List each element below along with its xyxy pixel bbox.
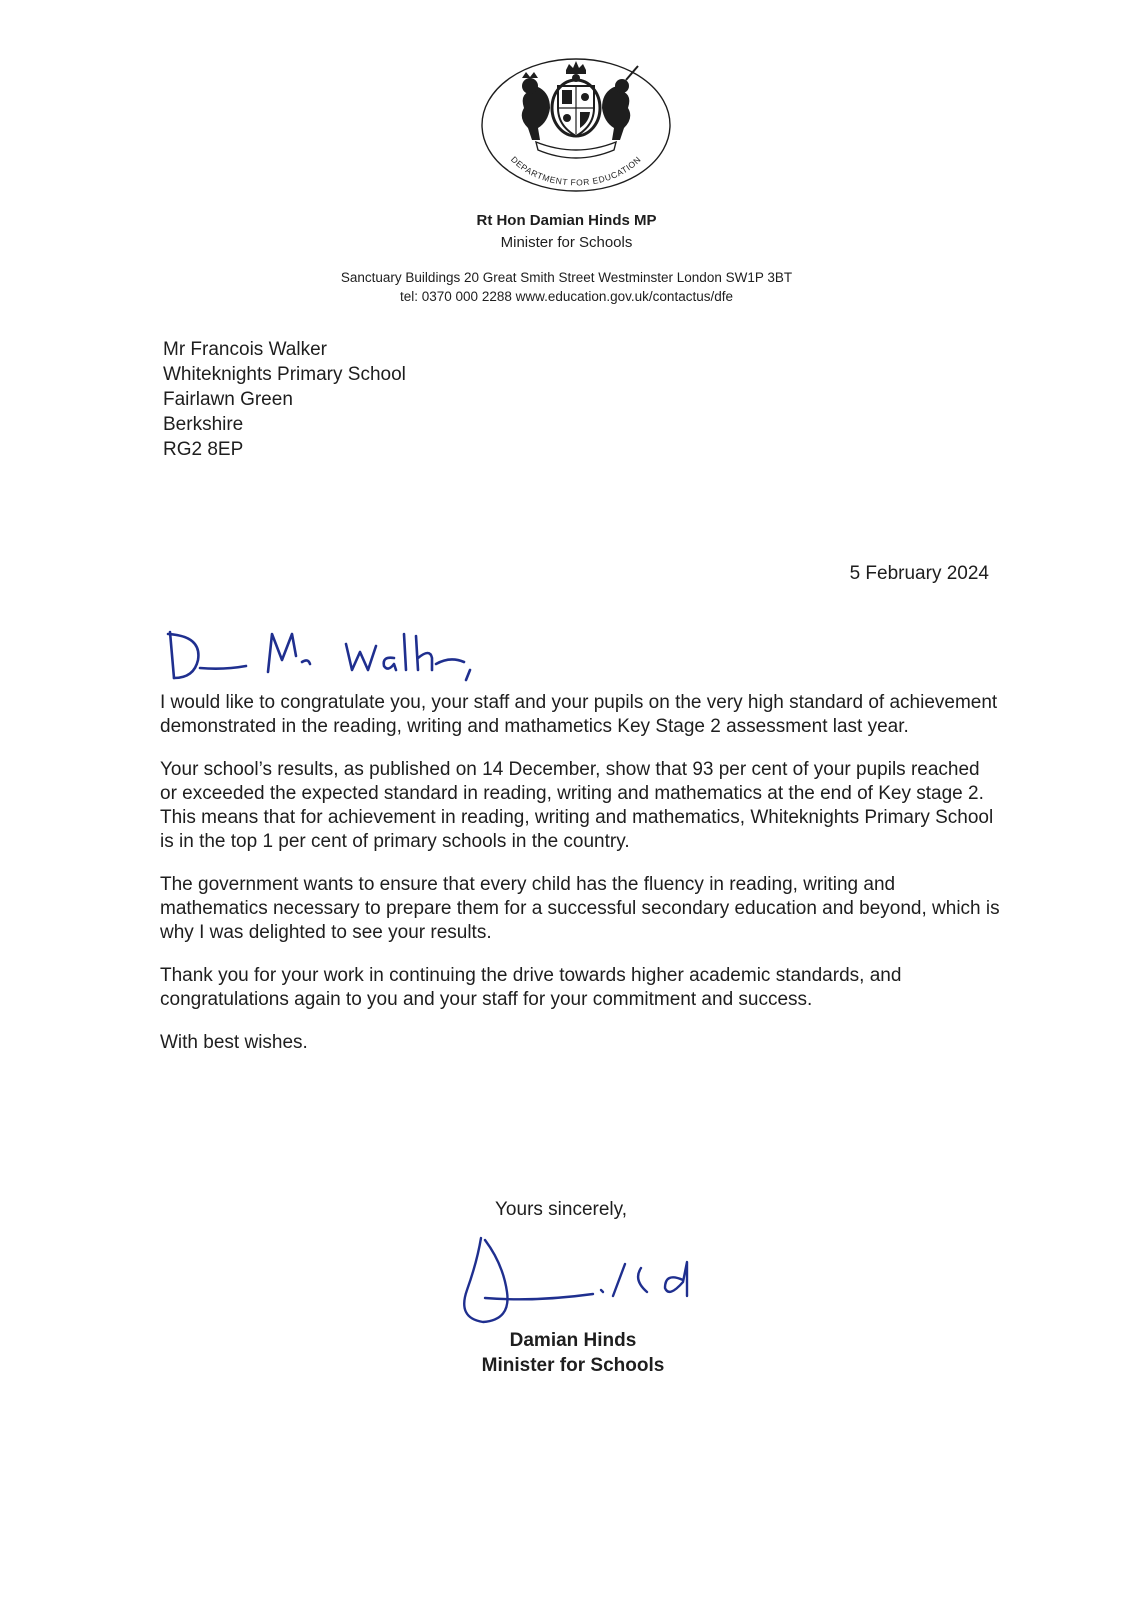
recipient-address xyxy=(163,337,406,462)
recipient-line: Mr Francois Walker xyxy=(163,339,327,360)
recipient-line: Whiteknights Primary School xyxy=(163,364,406,385)
sender-name: Rt Hon Damian Hinds MP xyxy=(476,212,657,229)
handwritten-salutation xyxy=(160,626,500,688)
sender-title: Minister for Schools xyxy=(500,234,633,251)
letter-body xyxy=(160,691,1000,1074)
signature xyxy=(455,1232,725,1340)
department-for-education-crest xyxy=(478,56,674,194)
body-paragraph: With best wishes. xyxy=(160,1032,308,1053)
closing-line: Yours sincerely, xyxy=(495,1199,628,1220)
sender-contact: tel: 0370 000 2288 www.education.gov.uk/contactus/dfe xyxy=(400,289,733,304)
signer-title: Minister for Schools xyxy=(481,1355,665,1376)
recipient-line: RG2 8EP xyxy=(163,439,244,460)
recipient-line: Fairlawn Green xyxy=(163,389,293,410)
recipient-line: Berkshire xyxy=(163,414,244,435)
sender-address: Sanctuary Buildings 20 Great Smith Street Westminster London SW1P 3BT xyxy=(340,270,793,285)
body-paragraph: I would like to congratulate you, your staff and your pupils on the very high standard of achievement demonstrated in the reading, writing and mathametics Key Stage 2 assessment last year. xyxy=(160,692,998,737)
letter-date: 5 February 2024 xyxy=(849,563,989,584)
body-paragraph: Your school’s results, as published on 14 December, show that 93 per cent of your pupils reached or exceeded the expected standard in reading, writing and mathematics at the end of Key stage 2. This means that for achievement in reading, writing and mathematics, Whiteknights Primary School is in the top 1 per cent of primary schools in the country. xyxy=(160,759,994,852)
signer-name: Damian Hinds xyxy=(509,1330,637,1351)
body-paragraph: Thank you for your work in continuing the drive towards higher academic standards, and congratulations again to you and your staff for your commitment and success. xyxy=(160,965,902,1010)
seal-text: DEPARTMENT FOR EDUCATION xyxy=(509,154,643,188)
body-paragraph: The government wants to ensure that every child has the fluency in reading, writing and mathematics necessary to prepare them for a successful secondary education and beyond, which is why I was delighted to see your results. xyxy=(160,874,1000,943)
